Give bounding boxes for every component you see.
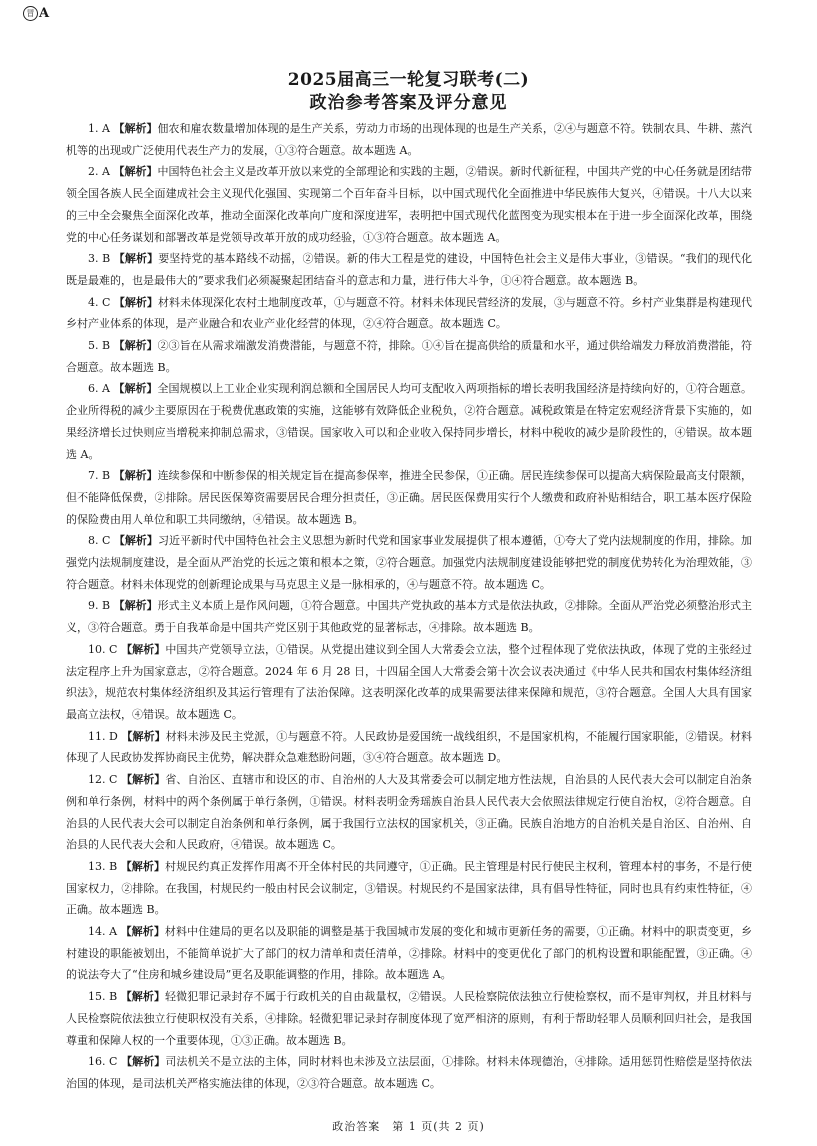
analysis-tag: 【解析】 [113,599,158,613]
answer-item [66,161,752,248]
answer-list [66,118,752,1095]
analysis-tag: 【解析】 [120,859,166,873]
answer-number: 2. A [88,165,110,179]
seal-mark: 冒 [23,6,38,21]
answer-item [66,292,752,335]
analysis-tag: 【解析】 [113,252,159,266]
answer-item [66,248,752,291]
analysis-tag: 【解析】 [113,165,158,179]
analysis-tag: 【解析】 [113,382,158,396]
answer-item [66,530,752,595]
answer-item [66,465,752,530]
answer-number: 8. C [88,534,111,548]
version-letter: A [39,6,50,21]
analysis-text: 材料未体现深化农村土地制度改革，①与题意不符。材料未体现民营经济的发展，③与题意不符。乡村产业集群是构建现代乡村产业体系的体现，是产业融合和农业产业化经营的体现，②④符合题意。故本题选 C。 [66,295,753,331]
answer-item [66,335,752,378]
answer-number: 13. B [88,859,118,873]
answer-number: 10. C [88,642,118,656]
answer-item [66,639,752,726]
answer-number: 11. D [88,729,118,743]
answer-item [66,856,752,921]
analysis-text: 全国规模以上工业企业实现利润总额和全国居民人均可支配收入两项指标的增长表明我国经济是持续向好的，①符合题意。企业所得税的减少主要原因在于税费优惠政策的实施，这能够有效降低企业税负，②符合题意。减税政策是在特定宏观经济背景下实施的，如果经济增长过快则应当增税来抑制总需求，③错误。国家收入可以和企业收入保持同步增长，材料中税收的减少是阶段性的，④错误。故本题选 A。 [66,382,753,461]
answer-number: 6. A [88,382,110,396]
analysis-text: 中国特色社会主义是改革开放以来党的全部理论和实践的主题，②错误。新时代新征程，中国共产党的中心任务就是团结带领全国各族人民全面建成社会主义现代化强国、实现第二个百年奋斗目标，以中国式现代化全面推进中华民族伟大复兴，④错误。十八大以来的三中全会聚焦全面深化改革，推动全面深化改革向广度和深度进军，表明把中国式现代化蓝图变为现实根本在于进一步全面深化改革，围绕党的中心任务谋划和部署改革是党领导改革开放的成功经验，①③符合题意。故本题选 A。 [66,165,753,244]
analysis-text: 司法机关不是立法的主体，同时材料也未涉及立法层面，①排除。材料未体现德治，④排除。适用惩罚性赔偿是坚持依法治国的体现，是司法机关严格实施法律的体现，②③符合题意。故本题选 C。 [66,1055,752,1090]
analysis-text: 习近平新时代中国特色社会主义思想为新时代党和国家事业发展提供了根本遵循，①夸大了党内法规制度的作用，排除。加强党内法规制度建设，是全面从严治党的长远之策和根本之策，②符合题意。加强党内法规制度建设能够把党的制度优势转化为治理效能，③符合题意。材料未体现党的创新理论成果与马克思主义是一脉相承的，④与题意不符。故本题选 C。 [66,534,753,591]
answer-number: 16. C [88,1055,118,1069]
version-badge [23,6,49,21]
analysis-tag: 【解析】 [120,990,166,1004]
analysis-text: 省、自治区、直辖市和设区的市、自治州的人大及其常委会可以制定地方性法规，自治县的人民代表大会可以制定自治条例和单行条例，材料中的两个条例属于单行条例，①错误。材料表明金秀瑶族自治县人民代表大会依照法律规定行使自治权，②符合题意。自治县的人民代表大会可以制定自治条例和单行条例，属于我国行立法权的国家机关，③正确。民族自治地方的自治机关是自治区、自治州、自治县的人民代表大会和人民政府，④错误。故本题选 C。 [66,773,752,852]
analysis-tag: 【解析】 [113,295,158,309]
analysis-tag: 【解析】 [121,773,166,787]
analysis-text: 材料中住建局的更名以及职能的调整是基于我国城市发展的变化和城市更新任务的需要，①正确。材料中的职责变更，乡村建设的职能被划出，不能简单说扩大了部门的权力清单和责任清单，②排除。材料中的变更优化了部门的机构设置和职能配置，③正确。④的说法夸大了“住房和城乡建设局”更名及职能调整的作用，排除。故本题选 A。 [66,925,753,982]
analysis-tag: 【解析】 [121,642,166,656]
answer-number: 12. C [88,773,118,787]
answer-item [66,378,752,465]
answer-number: 14. A [88,925,118,939]
analysis-text: 连续参保和中断参保的相关规定旨在提高参保率，推进全民参保，①正确。居民连续参保可以提高大病保险最高支付限额，但不能降低保费，②排除。居民医保筹资需要居民合理分担责任，③正确。居民医保费用实行个人缴费和政府补贴相结合，职工基本医疗保险的保险费由用人单位和职工共同缴纳，④错误。故本题选 B。 [66,469,753,526]
answer-number: 1. A [88,122,110,135]
analysis-text: 中国共产党领导立法，①错误。从党提出建议到全国人大常委会立法，整个过程体现了党依法执政，体现了党的主张经过法定程序上升为国家意志，②符合题意。2024 年 6 月 28 日，十四届全国人大常委会第十次会议表决通过《中华人民共和国农村集体经济组织法》，规范农村集体经济组织及其运行管理有了法治保障。这表明深化改革的成果需要法律来保障和规范，③符合题意。全国人大具有国家最高立法权，④错误。故本题选 C。 [66,642,752,721]
answer-number: 4. C [88,295,111,309]
analysis-tag: 【解析】 [121,729,166,743]
analysis-tag: 【解析】 [113,534,158,548]
analysis-text: 形式主义本质上是作风问题，①符合题意。中国共产党执政的基本方式是依法执政，②排除。全面从严治党必须整治形式主义，③符合题意。勇于自我革命是中国共产党区别于其他政党的显著标志，④排除。故本题选 B。 [66,599,753,635]
answer-item [66,986,752,1051]
analysis-tag: 【解析】 [120,925,165,939]
analysis-tag: 【解析】 [113,122,158,135]
answer-number: 7. B [88,469,111,483]
answer-item [66,726,752,769]
page-footer: 政治答案 第 1 页(共 2 页) [332,1120,485,1133]
page-subtitle: 政治参考答案及评分意见 [309,93,508,113]
page-title: 2025届高三一轮复习联考(二) [287,70,530,90]
answer-item [66,769,752,856]
answer-number: 5. B [88,339,111,353]
answer-item [66,118,752,161]
answer-item [66,921,752,986]
analysis-text: 佃农和雇农数量增加体现的是生产关系，劳动力市场的出现体现的也是生产关系，②④与题意不符。铁制农具、牛耕、蒸汽机等的出现或广泛使用代表生产力的发展，①③符合题意。故本题选 A。 [66,122,753,157]
analysis-tag: 【解析】 [113,469,158,483]
answer-number: 9. B [88,599,111,613]
analysis-text: 要坚持党的基本路线不动摇，②错误。新的伟大工程是党的建设，中国特色社会主义是伟大事业，③错误。“我们的现代化既是最难的，也是最伟大的”要求我们必须凝聚起团结奋斗的意志和力量，进行伟大斗争，①④符合题意。故本题选 B。 [66,252,753,287]
answer-number: 3. B [88,252,111,266]
answer-number: 15. B [88,990,118,1004]
answer-item [66,1051,752,1094]
analysis-tag: 【解析】 [121,1055,166,1069]
analysis-text: 村规民约真正发挥作用离不开全体村民的共同遵守，①正确。民主管理是村民行使民主权利，管理本村的事务，不是行使国家权力，②排除。在我国，村规民约一般由村民会议制定，③错误。村规民约不是国家法律，具有倡导性特征，同时也具有约束性特征，④正确。故本题选 B。 [66,859,753,917]
analysis-text: 轻微犯罪记录封存不属于行政机关的自由裁量权，②错误。人民检察院依法独立行使检察权，而不是审判权，并且材料与人民检察院依法独立行使职权没有关系，④排除。轻微犯罪记录封存制度体现了宽严相济的原则，有利于帮助轻罪人员顺利回归社会，是我国尊重和保障人权的一个重要体现，①③正确。故本题选 B。 [66,990,753,1047]
analysis-text: 材料未涉及民主党派，①与题意不符。人民政协是爱国统一战线组织，不是国家机构，不能履行国家职能，②错误。材料体现了人民政协发挥协商民主优势，解决群众急难愁盼问题，③④符合题意。故本题选 D。 [66,729,753,765]
analysis-tag: 【解析】 [113,339,158,353]
answer-item [66,595,752,638]
analysis-text: ②③旨在从需求端激发消费潜能，与题意不符，排除。①④旨在提高供给的质量和水平，通过供给端发力释放消费潜能，符合题意。故本题选 B。 [66,339,753,374]
